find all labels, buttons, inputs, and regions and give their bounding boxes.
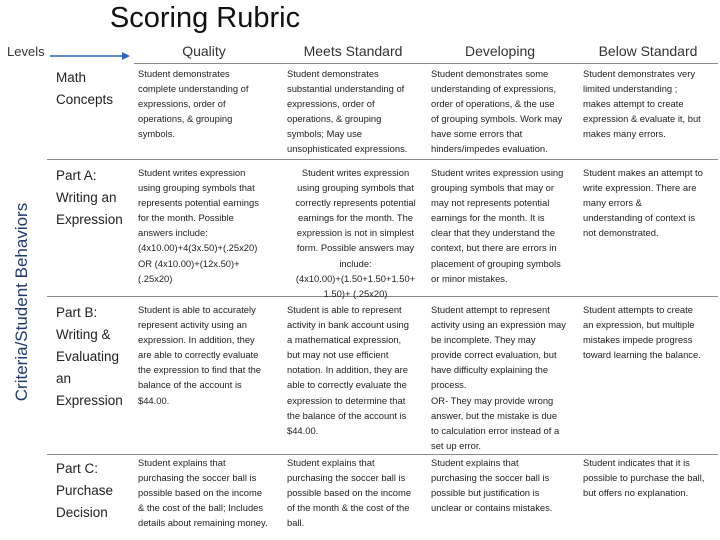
cell-line: ball.	[287, 517, 305, 529]
cell-line: expression is not in simplest	[296, 227, 415, 239]
cell-line: placement of grouping symbols	[431, 257, 561, 269]
cell-line: clear that they understand the	[431, 227, 556, 239]
cell-line: symbols; May use	[287, 128, 363, 140]
rubric-row-math-concepts	[47, 64, 718, 160]
cell-line: are able to correctly evaluate	[138, 349, 259, 361]
criteria-line: Part C:	[56, 461, 99, 476]
cell-line: provide correct evaluation, but	[431, 349, 557, 361]
cell-line: answer, but the mistake is due	[431, 409, 558, 421]
cell-line: of grouping symbols. Work may	[431, 113, 563, 125]
criteria-line: Part B:	[56, 305, 98, 320]
cell-line: purchasing the soccer ball is	[431, 472, 550, 484]
cell-line: have difficulty explaining the	[431, 364, 549, 376]
cell-line: activity in bank account using	[287, 319, 409, 331]
cell-line: earnings for the month. It is	[431, 212, 545, 224]
cell-line: OR (4x10.00)+(12x.50)+	[138, 257, 240, 269]
cell-line: possible but justification is	[431, 487, 540, 499]
criteria-line: Concepts	[56, 92, 114, 107]
cell-line: expression. In addition, they	[138, 334, 255, 346]
cell-line: Student writes expression using	[431, 167, 564, 178]
cell-line: able to correctly evaluate the	[287, 379, 407, 391]
cell-line: may not represents potential	[431, 197, 550, 209]
meets-cell	[287, 302, 424, 438]
cell-line: makes attempt to create	[583, 98, 684, 110]
cell-line: possible to purchase the ball,	[583, 472, 705, 484]
cell-line: the balance of the account is	[287, 409, 407, 421]
cell-line: process.	[431, 379, 467, 391]
criteria-cell	[56, 458, 113, 524]
developing-cell	[431, 455, 578, 515]
cell-line: for the month. Possible	[138, 212, 234, 224]
rubric-row-part-c	[47, 455, 718, 539]
cell-line: substantial understanding of	[287, 83, 405, 95]
levels-label: Levels	[7, 44, 45, 59]
criteria-cell	[56, 67, 113, 111]
developing-cell	[431, 66, 578, 157]
cell-line: Student demonstrates	[287, 68, 379, 79]
below-cell	[583, 165, 717, 240]
cell-line: form. Possible answers may	[296, 242, 415, 254]
cell-line: Student writes expression	[301, 167, 410, 178]
cell-line: Student demonstrates some	[431, 68, 549, 79]
cell-line: Student demonstrates very	[583, 68, 696, 79]
cell-line: mistakes impede progress	[583, 334, 693, 346]
criteria-axis-label	[2, 70, 42, 533]
cell-line: possible based on the income	[287, 487, 412, 499]
cell-line: notation. In addition, they are	[287, 364, 408, 376]
cell-line: purchasing the soccer ball is	[138, 472, 257, 484]
cell-line: expressions, order of	[138, 98, 226, 110]
cell-line: $44.00.	[287, 424, 319, 436]
criteria-line: an	[56, 371, 72, 386]
cell-line: but offers no explanation.	[583, 487, 689, 499]
cell-line: using grouping symbols that	[297, 182, 414, 194]
cell-line: grouping symbols that may or	[431, 182, 554, 194]
rubric-row-part-b	[47, 297, 718, 455]
cell-line: toward learning the balance.	[583, 349, 701, 361]
cell-line: unsophisticated expressions.	[287, 143, 408, 155]
cell-line: makes many errors.	[583, 128, 666, 140]
page-title: Scoring Rubric	[109, 2, 301, 34]
cell-line: expression to determine that	[287, 394, 406, 406]
cell-line: but may not use efficient	[287, 349, 389, 361]
cell-line: using grouping symbols that	[138, 182, 255, 194]
cell-line: represents potential earnings	[138, 197, 259, 209]
meets-cell	[287, 165, 424, 301]
criteria-line: Expression	[56, 393, 123, 408]
below-cell	[583, 302, 717, 362]
cell-line: Student is able to represent	[287, 304, 402, 315]
cell-line: Student attempts to create	[583, 304, 693, 315]
criteria-line: Math	[56, 70, 87, 85]
cell-line: Student explains that	[431, 457, 519, 468]
criteria-line: Writing an	[56, 190, 117, 205]
criteria-line: Part A:	[56, 168, 97, 183]
cell-line: Student explains that	[138, 457, 226, 468]
cell-line: purchasing the soccer ball is	[287, 472, 406, 484]
cell-line: Student makes an attempt to	[583, 167, 703, 178]
cell-line: a mathematical expression,	[287, 334, 402, 346]
cell-line: the expression to find that the	[138, 364, 261, 376]
developing-cell	[431, 302, 578, 453]
meets-cell	[287, 66, 424, 157]
cell-line: complete understanding of	[138, 83, 249, 95]
criteria-cell	[56, 165, 123, 231]
cell-line: be incomplete. They may	[431, 334, 536, 346]
cell-line: activity using an expression may	[431, 319, 566, 331]
cell-line: operations, & grouping	[287, 113, 382, 125]
cell-line: (.25x20)	[138, 272, 173, 284]
cell-line: set up error.	[431, 439, 482, 451]
criteria-line: Evaluating	[56, 349, 120, 364]
criteria-line: Decision	[56, 505, 108, 520]
quality-cell	[138, 66, 278, 141]
header-quality: Quality	[182, 43, 226, 59]
cell-line: possible based on the income	[138, 487, 263, 499]
cell-line: Student writes expression	[138, 167, 246, 178]
cell-line: to calculation error instead of a	[431, 424, 560, 436]
cell-line: expression & evaluate it, but	[583, 113, 701, 125]
header-meets-standard: Meets Standard	[303, 43, 403, 59]
cell-line: expressions, order of	[287, 98, 375, 110]
cell-line: Student is able to accurately	[138, 304, 256, 315]
cell-line: Student explains that	[287, 457, 375, 468]
cell-line: many errors &	[583, 197, 642, 209]
levels-arrow-icon	[50, 51, 130, 61]
criteria-cell	[56, 302, 123, 412]
cell-line: an expression, but multiple	[583, 319, 695, 331]
quality-cell	[138, 302, 278, 408]
cell-line: symbols.	[138, 128, 175, 140]
cell-line: understanding of context is	[583, 212, 696, 224]
criteria-axis-text: Criteria/Student Behaviors	[12, 202, 31, 401]
cell-line: 1.50)+ (.25x20)	[323, 287, 388, 299]
criteria-line: Writing &	[56, 327, 111, 342]
cell-line: understanding of expressions,	[431, 83, 557, 95]
cell-line: Student indicates that it is	[583, 457, 690, 468]
cell-line: & the cost of the ball; Includes	[138, 502, 264, 514]
developing-cell	[431, 165, 578, 286]
cell-line: balance of the account is	[138, 379, 242, 391]
quality-cell	[138, 165, 278, 286]
criteria-line: Purchase	[56, 483, 114, 498]
cell-line: (4x10.00)+4(3x.50)+(.25x20)	[138, 242, 258, 254]
cell-line: or minor mistakes.	[431, 272, 508, 284]
below-cell	[583, 455, 717, 500]
cell-line: hinders/impedes evaluation.	[431, 143, 548, 155]
cell-line: order of operations, & the use	[431, 98, 555, 110]
cell-line: write expression. There are	[583, 182, 697, 194]
cell-line: represent activity using an	[138, 319, 247, 331]
cell-line: of the month & the cost of the	[287, 502, 410, 514]
below-cell	[583, 66, 717, 141]
cell-line: unclear or contains mistakes.	[431, 502, 553, 514]
rubric-row-part-a	[47, 160, 718, 297]
cell-line: Student demonstrates	[138, 68, 230, 79]
cell-line: have some errors that	[431, 128, 523, 140]
cell-line: earnings for the month. The	[298, 212, 413, 224]
cell-line: OR- They may provide wrong	[431, 394, 554, 406]
meets-cell	[287, 455, 424, 530]
criteria-line: Expression	[56, 212, 123, 227]
cell-line: correctly represents potential	[295, 197, 416, 209]
quality-cell	[138, 455, 278, 530]
header-developing: Developing	[464, 43, 536, 59]
cell-line: include:	[339, 257, 372, 269]
cell-line: (4x10.00)+(1.50+1.50+1.50+	[295, 272, 416, 284]
cell-line: $44.00.	[138, 394, 170, 406]
cell-line: not demonstrated.	[583, 227, 659, 239]
cell-line: answers include:	[138, 227, 208, 239]
level-header-row	[134, 43, 718, 64]
cell-line: limited understanding ;	[583, 83, 678, 95]
cell-line: context, but there are errors in	[431, 242, 557, 254]
cell-line: details about remaining money.	[138, 517, 268, 529]
cell-line: Student attempt to represent	[431, 304, 550, 315]
header-below-standard: Below Standard	[598, 43, 698, 59]
cell-line: operations, & grouping	[138, 113, 233, 125]
